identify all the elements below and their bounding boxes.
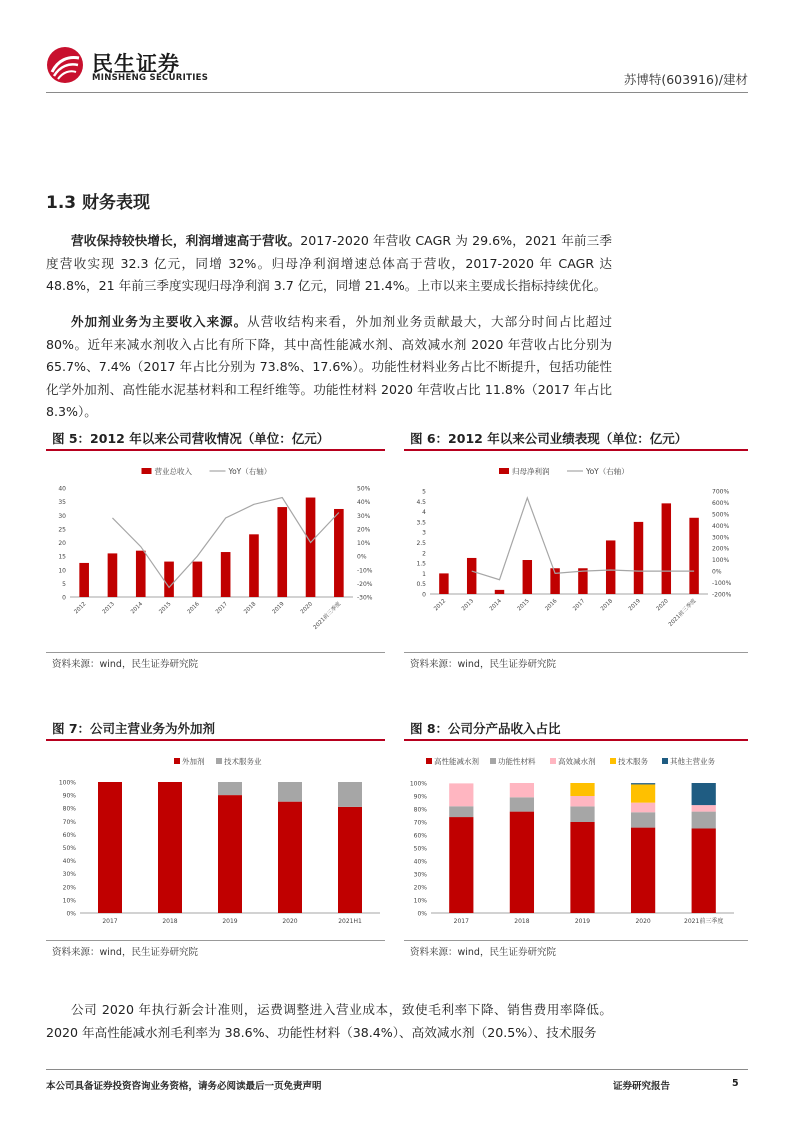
y2-tick-label: 0% (712, 568, 722, 576)
logo-english-name: MINSHENG SECURITIES (92, 73, 209, 83)
legend-label: 外加剂 (182, 757, 205, 766)
figure-5-source-rule (46, 652, 385, 653)
y-tick-label: 100% (58, 779, 76, 787)
x-tick-label: 2018 (599, 598, 615, 613)
stacked-bar-segment (631, 803, 655, 813)
y-tick-label: 30% (62, 871, 76, 879)
y-tick-label: 1.5 (416, 560, 426, 568)
y-tick-label: 5 (62, 580, 66, 588)
x-tick-label: 2021H1 (338, 918, 362, 925)
y2-tick-label: -10% (357, 567, 373, 575)
figure-7-chart (46, 745, 385, 937)
figure-6-source-rule (404, 652, 748, 653)
stacked-bar-segment (692, 783, 716, 805)
legend-swatch (490, 758, 496, 764)
figure-5-rule (46, 449, 385, 451)
bar (606, 540, 615, 594)
y-tick-label: 50% (413, 845, 427, 853)
bar (164, 562, 174, 597)
legend-swatch (662, 758, 668, 764)
y-tick-label: 70% (62, 818, 76, 826)
y2-tick-label: 200% (712, 545, 730, 553)
y2-tick-label: 0% (357, 553, 367, 561)
paragraph-lead: 营收保持较快增长，利润增速高于营收。 (71, 233, 301, 248)
x-tick-label: 2012 (73, 601, 88, 616)
y-tick-label: 0.5 (416, 581, 426, 589)
figure-6-title: 图 6：2012 年以来公司业绩表现（单位：亿元） (410, 431, 688, 446)
stacked-bar-segment (631, 783, 655, 784)
x-tick-label: 2015 (158, 601, 173, 616)
x-tick-label: 2019 (574, 918, 591, 925)
stacked-bar-segment (449, 817, 473, 913)
y2-tick-label: 600% (712, 499, 730, 507)
x-tick-label: 2013 (101, 601, 116, 616)
stacked-bar-segment (158, 782, 182, 913)
stacked-bar-segment (338, 782, 362, 807)
figure-5-source: 资料来源：wind，民生证券研究院 (52, 659, 198, 670)
y-tick-label: 40 (58, 485, 66, 493)
y-tick-label: 50% (62, 845, 76, 852)
y-tick-label: 40% (62, 858, 76, 866)
paragraph-admixture-business (46, 311, 612, 424)
bar (193, 562, 203, 597)
stacked-bar-segment (98, 782, 122, 913)
y-tick-label: 4 (422, 509, 426, 517)
y2-tick-label: 10% (357, 540, 371, 547)
stacked-bar-segment (218, 795, 242, 913)
bar (249, 534, 259, 597)
stacked-bar-segment (570, 796, 594, 806)
y-tick-label: 2.5 (416, 540, 426, 547)
paragraph-lead: 外加剂业务为主要收入来源。 (71, 314, 248, 329)
bar (108, 553, 118, 597)
figure-8-source: 资料来源：wind，民生证券研究院 (410, 947, 556, 958)
figure-7-title: 图 7：公司主营业务为外加剂 (52, 721, 216, 736)
y-tick-label: 30 (58, 512, 66, 520)
x-tick-label: 2014 (488, 598, 503, 613)
figure-8-chart (404, 745, 748, 937)
stacked-bar-segment (570, 822, 594, 913)
yoy-line (472, 498, 694, 580)
y2-tick-label: 100% (712, 557, 730, 565)
y-tick-label: 10% (413, 897, 427, 905)
y2-tick-label: -200% (712, 591, 732, 599)
figure-5-title: 图 5：2012 年以来公司营收情况（单位：亿元） (52, 431, 330, 446)
x-tick-label: 2014 (130, 601, 145, 616)
y2-tick-label: 40% (357, 499, 371, 507)
legend-swatch (550, 758, 556, 764)
stacked-bar-segment (631, 828, 655, 913)
bar (221, 552, 231, 597)
bar (578, 568, 587, 594)
x-tick-label: 2017 (572, 598, 587, 613)
legend-swatch-bar (499, 468, 509, 474)
footer-page-number: 5 (732, 1078, 739, 1089)
stacked-bar-segment (692, 805, 716, 812)
x-tick-label: 2020 (635, 918, 651, 925)
bar (634, 522, 643, 594)
bar (136, 551, 146, 597)
stacked-bar-segment (631, 812, 655, 827)
y2-tick-label: 20% (357, 526, 371, 534)
logo-chinese-name: 民生证券 (92, 52, 180, 76)
footer-disclaimer: 本公司具备证券投资咨询业务资格，请务必阅读最后一页免责声明 (46, 1081, 322, 1092)
y-tick-label: 40% (413, 858, 427, 866)
stacked-bar-segment (631, 784, 655, 802)
y-tick-label: 30% (413, 871, 427, 879)
x-tick-label: 2018 (243, 601, 258, 616)
y-tick-label: 3 (422, 529, 426, 537)
y-tick-label: 35 (58, 499, 66, 507)
paragraph-revenue-growth (46, 230, 612, 298)
y-tick-label: 3.5 (416, 519, 426, 527)
stacked-bar-segment (692, 829, 716, 914)
x-tick-label: 2020 (299, 601, 314, 616)
legend-label: 归母净利润 (512, 467, 550, 476)
legend-label: 技术服务业 (224, 757, 262, 766)
y2-tick-label: -20% (357, 580, 373, 588)
figure-6-source: 资料来源：wind，民生证券研究院 (410, 659, 556, 670)
bar (439, 573, 448, 594)
legend-swatch-bar (142, 468, 152, 474)
x-tick-label: 2012 (433, 598, 448, 613)
legend-label: YoY（右轴） (586, 467, 629, 476)
legend-label: 功能性材料 (498, 757, 536, 766)
x-tick-label: 2016 (186, 601, 201, 616)
y-tick-label: 2 (422, 550, 426, 558)
y2-tick-label: 30% (357, 512, 371, 520)
y-tick-label: 0 (62, 594, 66, 602)
y2-tick-label: 50% (357, 485, 371, 493)
bar (662, 503, 671, 594)
y-tick-label: 20 (58, 540, 66, 547)
bar (306, 498, 316, 597)
y2-tick-label: 400% (712, 522, 730, 530)
x-tick-label: 2021前三季度 (684, 918, 724, 925)
company-ticker: 苏博特(603916)/建材 (623, 72, 748, 87)
y-tick-label: 4.5 (416, 498, 426, 506)
legend-label: 营业总收入 (154, 467, 192, 476)
stacked-bar-segment (692, 812, 716, 829)
y-tick-label: 20% (62, 884, 76, 892)
x-tick-label: 2019 (271, 601, 286, 616)
figure-8-source-rule (404, 940, 748, 941)
y-tick-label: 0% (66, 910, 76, 918)
y-tick-label: 20% (413, 884, 427, 892)
footer-divider (46, 1069, 748, 1070)
x-tick-label: 2020 (655, 598, 670, 613)
bar (277, 507, 287, 597)
stacked-bar-segment (510, 797, 534, 811)
x-tick-label: 2018 (514, 918, 530, 925)
stacked-bar-segment (338, 807, 362, 913)
stacked-bar-segment (278, 802, 302, 913)
bar (523, 560, 532, 594)
y-tick-label: 70% (413, 819, 427, 827)
bar (79, 563, 89, 597)
figure-7-source-rule (46, 940, 385, 941)
x-tick-label: 2017 (453, 918, 469, 925)
figure-7-source: 资料来源：wind，民生证券研究院 (52, 947, 198, 958)
legend-label: YoY（右轴） (228, 467, 272, 476)
y2-tick-label: 700% (712, 488, 730, 496)
legend-label: 高性能减水剂 (434, 757, 479, 766)
section-title: 1.3 财务表现 (46, 193, 151, 213)
bar (334, 509, 344, 597)
x-tick-label: 2017 (102, 918, 118, 925)
paragraph-gross-margin: 公司 2020 年执行新会计准则，运费调整进入营业成本，致使毛利率下降、销售费用率降低。2020 年高性能减水剂毛利率为 38.6%、功能性材料（38.4%）、高效减水剂（20.5%）、技术服务 (46, 1002, 612, 1040)
stacked-bar-segment (278, 782, 302, 802)
y-tick-label: 90% (413, 793, 427, 801)
figure-7-rule (46, 739, 385, 741)
stacked-bar-segment (510, 812, 534, 913)
y-tick-label: 5 (422, 488, 426, 496)
legend-swatch (174, 758, 180, 764)
stacked-bar-segment (510, 783, 534, 797)
y2-tick-label: 500% (712, 511, 730, 519)
stacked-bar-segment (218, 782, 242, 795)
y2-tick-label: -30% (357, 594, 373, 602)
figure-6-chart (404, 455, 748, 650)
x-tick-label: 2021前三季度 (312, 601, 343, 631)
x-tick-label: 2019 (627, 598, 642, 613)
header-divider (46, 92, 748, 93)
figure-8-rule (404, 739, 748, 741)
x-tick-label: 2021前三季度 (667, 598, 698, 628)
y-tick-label: 25 (58, 526, 66, 534)
y-tick-label: 0 (422, 591, 426, 599)
figure-5-chart (46, 455, 385, 650)
y-tick-label: 60% (62, 831, 76, 839)
y2-tick-label: 300% (712, 534, 730, 542)
x-tick-label: 2018 (162, 918, 178, 925)
y-tick-label: 80% (62, 805, 76, 813)
y-tick-label: 10% (62, 897, 76, 905)
paragraph-body: 从营收结构来看，外加剂业务贡献最大，大部分时间占比超过 80%。近年来减水剂收入占比有所下降，其中高性能减水剂、高效减水剂 2020 年营收占比分别为 65.7%、7.4%（2017 年占比分别为 73.8%、17.6%）。功能性材料业务占比不断提升，包括功能性化学外加剂、高性能水泥基材料和工程纤维等。功能性材料 2020 年营收占比 11.8%（2017 年占比 8.3%）。 (46, 314, 613, 419)
y-tick-label: 80% (413, 806, 427, 814)
stacked-bar-segment (570, 783, 594, 796)
bar (467, 558, 476, 594)
figure-8-title: 图 8：公司分产品收入占比 (410, 721, 561, 736)
y2-tick-label: -100% (712, 580, 732, 588)
stacked-bar-segment (449, 806, 473, 817)
legend-swatch (426, 758, 432, 764)
legend-label: 其他主营业务 (670, 757, 715, 766)
paragraph-body: 2017-2020 年营收 CAGR 为 29.6%，2021 年前三季度营收实现 32.3 亿元，同增 32%。归母净利润增速总体高于营收，2017-2020 年 CAGR 达 48.8%，21 年前三季度实现归母净利润 3.7 亿元，同增 21.4%。上市以来主要成长指标持续优化。 (46, 233, 612, 293)
x-tick-label: 2016 (544, 598, 559, 613)
x-tick-label: 2015 (516, 598, 531, 613)
stacked-bar-segment (570, 806, 594, 822)
x-tick-label: 2017 (214, 601, 230, 616)
legend-label: 技术服务 (618, 757, 648, 766)
figure-6-rule (404, 449, 748, 451)
x-tick-label: 2020 (282, 918, 298, 925)
y-tick-label: 90% (62, 792, 76, 800)
x-tick-label: 2019 (222, 918, 238, 925)
stacked-bar-segment (449, 783, 473, 806)
y-tick-label: 0% (417, 910, 427, 918)
y-tick-label: 60% (413, 832, 427, 840)
y-tick-label: 100% (409, 780, 427, 788)
footer-report-type: 证券研究报告 (613, 1081, 671, 1092)
legend-label: 高效减水剂 (558, 757, 596, 766)
y-tick-label: 15 (58, 553, 66, 561)
bar (689, 518, 698, 594)
y-tick-label: 1 (422, 570, 426, 578)
minsheng-logo-icon (46, 46, 84, 84)
x-tick-label: 2013 (460, 598, 476, 613)
legend-swatch (216, 758, 222, 764)
bar (495, 590, 504, 594)
legend-swatch (610, 758, 616, 764)
y-tick-label: 10 (58, 567, 66, 575)
